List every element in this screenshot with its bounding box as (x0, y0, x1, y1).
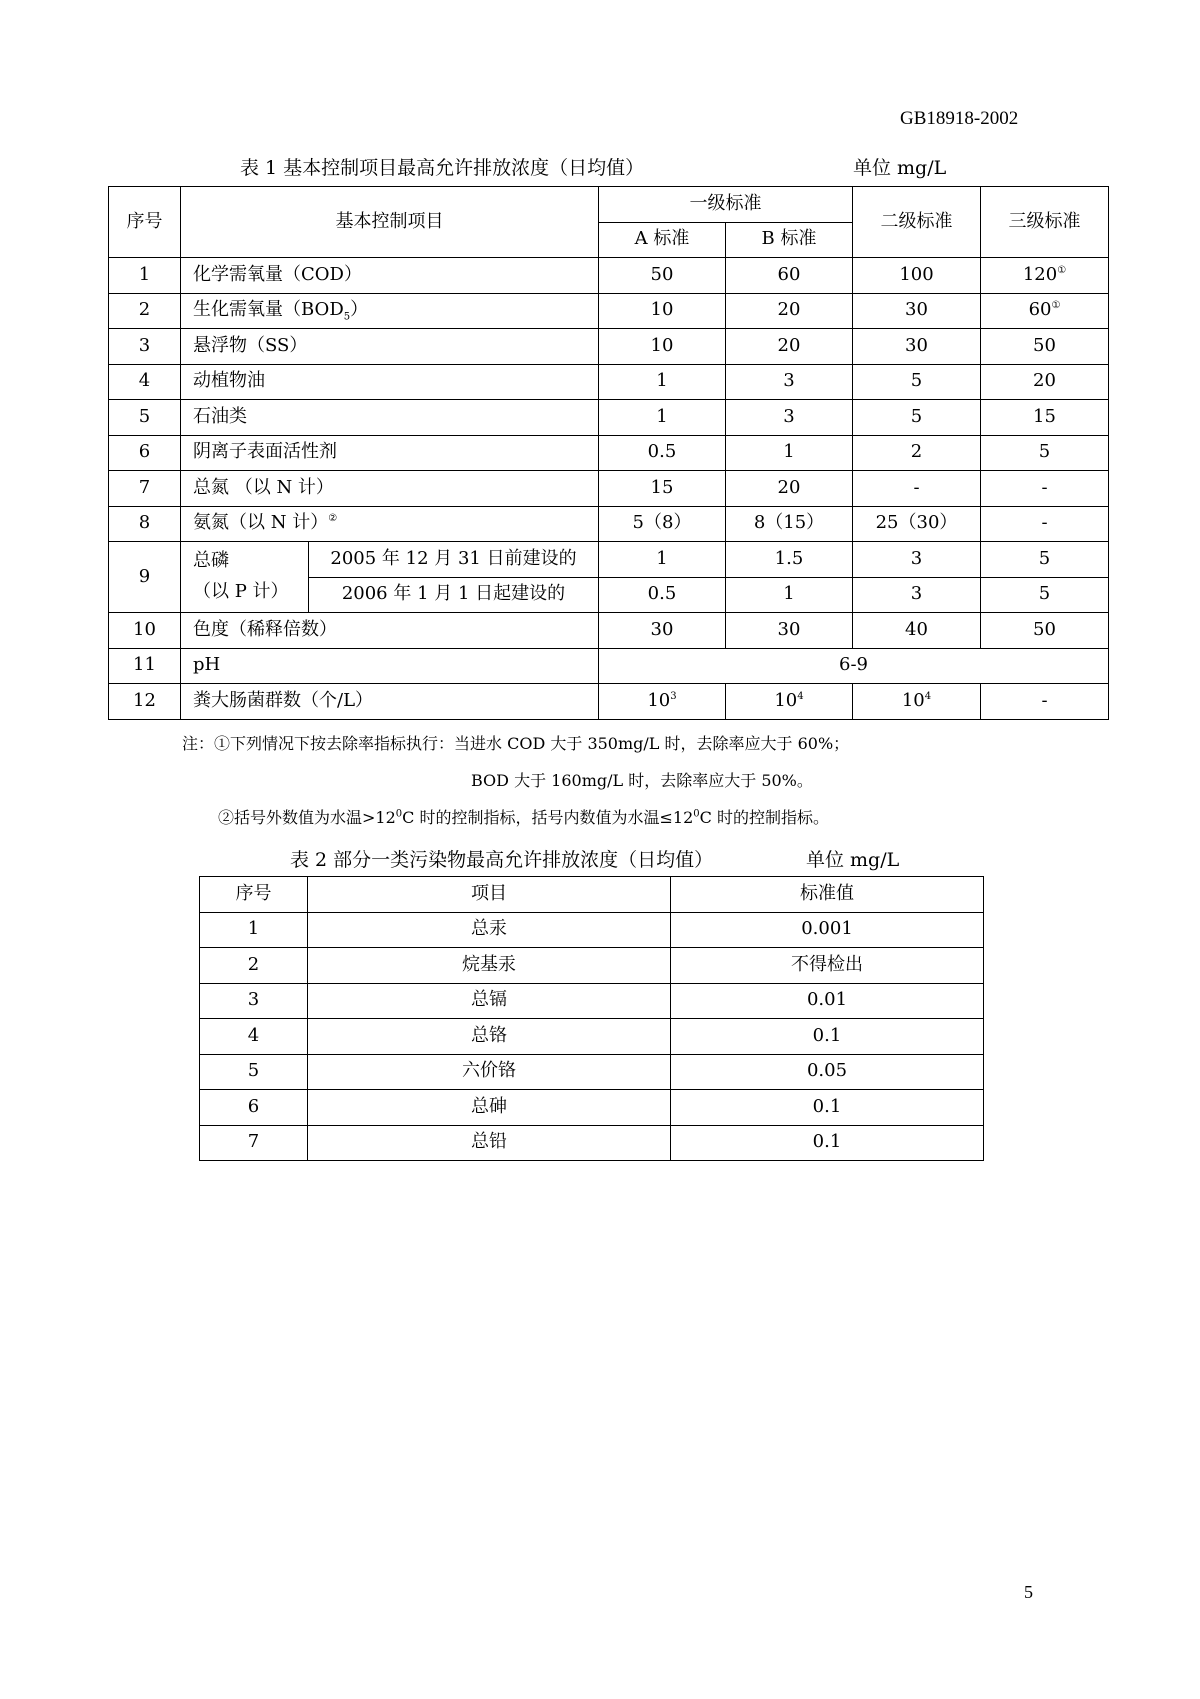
cell-grade3 (981, 258, 1109, 294)
cell-seq: 5 (109, 400, 181, 436)
cell-value: 0.1 (671, 1125, 984, 1161)
cell-item (181, 506, 599, 542)
cell-grade3: 5 (981, 577, 1109, 613)
cell-item-text-end: ） (350, 299, 369, 321)
cell-item: 动植物油 (181, 364, 599, 400)
header-value: 标准值 (671, 877, 984, 913)
cell-grade1-b: 1 (726, 577, 853, 613)
table1-basic-control-items (108, 186, 1109, 720)
cell-item: 六价铬 (308, 1054, 671, 1090)
table-row (109, 293, 1109, 329)
cell-grade3: 15 (981, 400, 1109, 436)
cell-seq: 12 (109, 684, 181, 720)
cell-grade1-b: 3 (726, 400, 853, 436)
header-grade2: 二级标准 (853, 187, 981, 258)
cell-item-text: 生化需氧量（BOD (193, 299, 344, 321)
cell-grade1-a (599, 684, 726, 720)
header-seq: 序号 (109, 187, 181, 258)
cell-seq: 2 (200, 948, 308, 984)
cell-grade1-b: 3 (726, 364, 853, 400)
cell-grade2 (853, 684, 981, 720)
cell-value: 0.1 (671, 1090, 984, 1126)
table2-caption: 表 2 部分一类污染物最高允许排放浓度（日均值） (290, 849, 714, 871)
table1-unit: 单位 mg/L (853, 157, 947, 179)
cell-grade1-b: 30 (726, 613, 853, 649)
note-text: ②括号外数值为水温>12 (218, 808, 396, 827)
header-grade1: 一级标准 (599, 187, 853, 223)
cell-grade3: 50 (981, 329, 1109, 365)
cell-item: 总汞 (308, 912, 671, 948)
table1-caption: 表 1 基本控制项目最高允许排放浓度（日均值） (240, 157, 645, 179)
cell-item: 色度（稀释倍数） (181, 613, 599, 649)
table-row (200, 1125, 984, 1161)
cell-seq: 5 (200, 1054, 308, 1090)
cell-grade3: - (981, 684, 1109, 720)
cell-grade2: 25（30） (853, 506, 981, 542)
table-row (109, 364, 1109, 400)
cell-grade1-a: 1 (599, 364, 726, 400)
header-seq: 序号 (200, 877, 308, 913)
header-grade1-a: A 标准 (599, 222, 726, 258)
cell-grade3: 20 (981, 364, 1109, 400)
cell-item-text: 氨氮（以 N 计） (193, 512, 329, 534)
table-row (109, 542, 1109, 578)
note-text: C 时的控制指标，括号内数值为水温≤12 (402, 808, 694, 827)
cell-grade1-b (726, 684, 853, 720)
cell-grade3: 50 (981, 613, 1109, 649)
cell-seq: 7 (200, 1125, 308, 1161)
cell-grade3-value: 120 (1022, 263, 1058, 285)
cell-seq: 8 (109, 506, 181, 542)
cell-item: 总镉 (308, 983, 671, 1019)
cell-seq: 7 (109, 471, 181, 507)
cell-item: 总砷 (308, 1090, 671, 1126)
cell-grade1-a: 1 (599, 542, 726, 578)
footnote-mark: ① (1057, 264, 1067, 276)
cell-grade3: 5 (981, 435, 1109, 471)
cell-grade1-b: 20 (726, 329, 853, 365)
cell-seq: 1 (200, 912, 308, 948)
cell-exponent: 3 (670, 690, 677, 702)
cell-base: 10 (901, 689, 925, 711)
degree-mark: 0 (395, 808, 403, 820)
cell-grade2: 5 (853, 364, 981, 400)
table-row (109, 435, 1109, 471)
cell-seq: 10 (109, 613, 181, 649)
note-text: C 时的控制指标。 (699, 808, 829, 827)
cell-item: pH (181, 648, 599, 684)
cell-exponent: 4 (924, 690, 932, 702)
cell-grade1-b: 1 (726, 435, 853, 471)
cell-seq: 11 (109, 648, 181, 684)
cell-grade3: - (981, 506, 1109, 542)
cell-grade2: - (853, 471, 981, 507)
cell-seq: 4 (109, 364, 181, 400)
cell-grade1-a: 50 (599, 258, 726, 294)
footnote-mark: ① (1051, 300, 1061, 312)
page-number: 5 (1024, 1582, 1033, 1602)
cell-item (181, 293, 599, 329)
table-row (109, 684, 1109, 720)
cell-grade3: 5 (981, 542, 1109, 578)
table-row (109, 400, 1109, 436)
cell-item: 石油类 (181, 400, 599, 436)
cell-item: 烷基汞 (308, 948, 671, 984)
cell-item: 阴离子表面活性剂 (181, 435, 599, 471)
cell-value: 0.1 (671, 1019, 984, 1055)
cell-base: 10 (647, 689, 671, 711)
cell-grade3-value: 60 (1028, 299, 1052, 321)
table-header-row (109, 187, 1109, 223)
cell-seq: 2 (109, 293, 181, 329)
table-row (109, 329, 1109, 365)
table1-note-1-continued: BOD 大于 160mg/L 时，去除率应大于 50%。 (471, 771, 813, 790)
cell-grade2: 5 (853, 400, 981, 436)
cell-grade1-a: 10 (599, 329, 726, 365)
table-row (200, 948, 984, 984)
cell-grade1-a: 30 (599, 613, 726, 649)
table-row (200, 1090, 984, 1126)
cell-grade1-a: 1 (599, 400, 726, 436)
cell-grade2: 40 (853, 613, 981, 649)
cell-grade2: 2 (853, 435, 981, 471)
cell-grade2: 3 (853, 577, 981, 613)
cell-grade3: - (981, 471, 1109, 507)
subscript: 5 (343, 312, 351, 323)
table-row (200, 1054, 984, 1090)
cell-seq: 4 (200, 1019, 308, 1055)
cell-value: 0.001 (671, 912, 984, 948)
table-header-row (200, 877, 984, 913)
table1-note-1: 注：①下列情况下按去除率指标执行：当进水 COD 大于 350mg/L 时，去除率应大于 60%； (182, 734, 850, 753)
cell-item-line2: （以 P 计） (193, 581, 289, 602)
header-grade1-b: B 标准 (726, 222, 853, 258)
cell-item: 粪大肠菌群数（个/L） (181, 684, 599, 720)
cell-seq: 1 (109, 258, 181, 294)
table-row (109, 648, 1109, 684)
cell-grade1-a: 5（8） (599, 506, 726, 542)
cell-grade1-b: 20 (726, 471, 853, 507)
cell-merged-value: 6-9 (599, 648, 1109, 684)
document-code: GB18918-2002 (900, 108, 1019, 129)
table-row (109, 258, 1109, 294)
cell-grade2: 30 (853, 329, 981, 365)
cell-grade1-a: 0.5 (599, 435, 726, 471)
degree-mark: 0 (693, 808, 700, 820)
cell-grade2: 100 (853, 258, 981, 294)
table1-note-2 (218, 805, 829, 828)
table-row (109, 471, 1109, 507)
cell-exponent: 4 (797, 690, 804, 702)
footnote-mark: ② (328, 513, 338, 525)
cell-grade1-b: 60 (726, 258, 853, 294)
cell-item: 总铅 (308, 1125, 671, 1161)
table2-class1-pollutants (199, 876, 984, 1161)
cell-subitem: 2005 年 12 月 31 日前建设的 (309, 542, 599, 578)
cell-item: 总氮 （以 N 计） (181, 471, 599, 507)
cell-grade1-b: 8（15） (726, 506, 853, 542)
table-row (200, 983, 984, 1019)
cell-grade1-a: 10 (599, 293, 726, 329)
cell-value: 0.01 (671, 983, 984, 1019)
cell-grade1-a: 15 (599, 471, 726, 507)
cell-item: 总铬 (308, 1019, 671, 1055)
cell-item: 悬浮物（SS） (181, 329, 599, 365)
cell-value: 0.05 (671, 1054, 984, 1090)
cell-item-line1: 总磷 (193, 550, 229, 572)
cell-seq: 9 (109, 542, 181, 613)
table-row (200, 1019, 984, 1055)
cell-seq: 3 (109, 329, 181, 365)
cell-item-total-phosphorus (181, 542, 309, 613)
cell-seq: 3 (200, 983, 308, 1019)
cell-grade3 (981, 293, 1109, 329)
cell-value: 不得检出 (671, 948, 984, 984)
cell-grade1-b: 20 (726, 293, 853, 329)
cell-grade1-a: 0.5 (599, 577, 726, 613)
header-item: 项目 (308, 877, 671, 913)
cell-grade2: 3 (853, 542, 981, 578)
table-row (200, 912, 984, 948)
table2-unit: 单位 mg/L (806, 849, 900, 871)
cell-grade2: 30 (853, 293, 981, 329)
cell-grade1-b: 1.5 (726, 542, 853, 578)
cell-seq: 6 (109, 435, 181, 471)
cell-item: 化学需氧量（COD） (181, 258, 599, 294)
table-row (109, 506, 1109, 542)
header-item: 基本控制项目 (181, 187, 599, 258)
header-grade3: 三级标准 (981, 187, 1109, 258)
cell-base: 10 (774, 689, 798, 711)
cell-subitem: 2006 年 1 月 1 日起建设的 (309, 577, 599, 613)
table-row (109, 613, 1109, 649)
cell-seq: 6 (200, 1090, 308, 1126)
